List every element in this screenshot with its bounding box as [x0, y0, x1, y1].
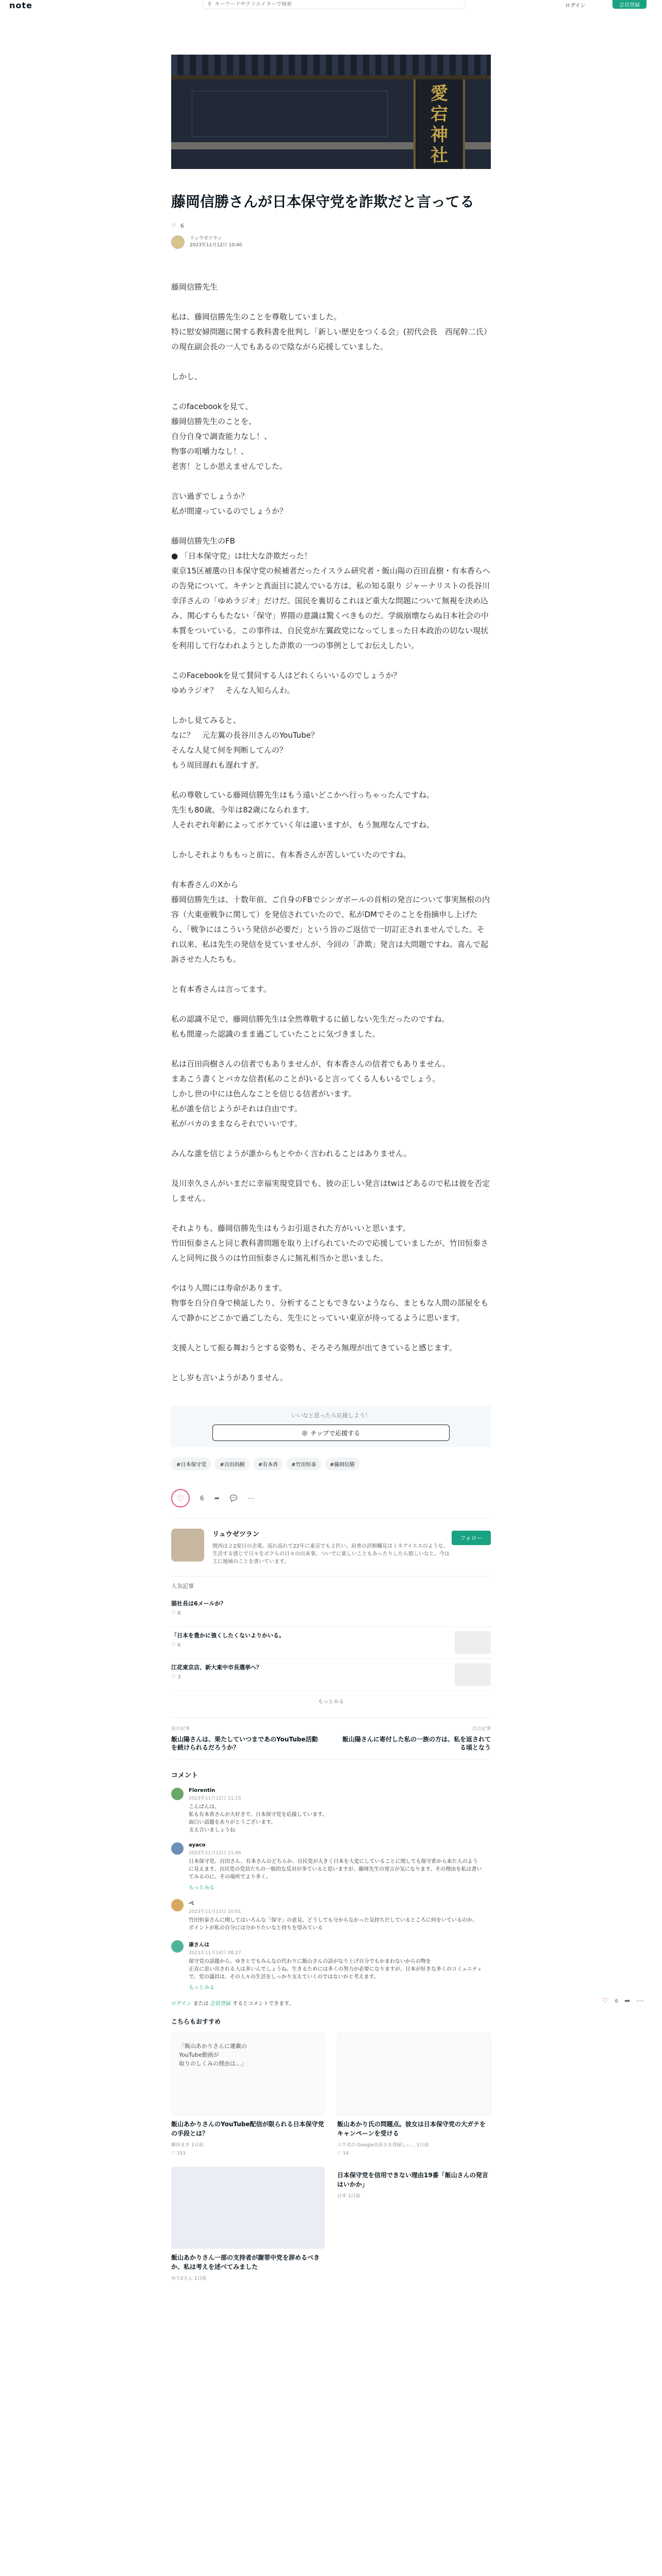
paragraph: しかし世の中には色んなことを信じる信者がいます。: [171, 1089, 356, 1098]
paragraph: 物事の咀嚼力なし！、: [171, 447, 249, 456]
paragraph-gap: [171, 1355, 491, 1370]
paragraph: まあこう書くとバカな信者(私のことが)いると言ってくる人もいるでしょう。: [171, 1074, 440, 1083]
shrine-plaque: 愛 宕 神 社: [413, 79, 465, 169]
paragraph-gap: [171, 653, 491, 668]
paragraph: みんな誰を信じようが誰からもとやかく言われることはありません。: [171, 1149, 411, 1158]
paragraph: しかし、: [171, 372, 203, 381]
reco-thumbnail: [337, 2033, 491, 2115]
like-line: [171, 223, 491, 229]
tip-prompt: いいなと思ったら応援しよう！: [291, 1412, 371, 1419]
heart-icon: ♡: [337, 2151, 342, 2156]
list-item[interactable]: 「日本を豊かに強くしたくないよりかいる。 ♡ 6: [171, 1627, 491, 1659]
paragraph: 藤岡信勝先生は、十数年前、ご自身のFBでシンガポールの首相の発言について事実無根の内容（大東亜戦争に関して）を発信されていたので、私がDMでそのことを指摘申し上げたら、「戦争にはこういう発信が必要だ」という旨のご返信で一切訂正されませんでした。それ以来、私は先生の発信を見ていませんが、今回の「詐欺」発言は大問題ですね。喜んで起訴させた人たちも。: [171, 895, 490, 964]
paragraph: 物事を自分自身で検証したり、分析することもできないようなら、まともな人間の部屋をもんで静かにどこかで過ごしたら、先生にとっていい東京が待ってるように思います。: [171, 1298, 489, 1323]
coin-icon: ◎: [302, 1429, 308, 1436]
reco-card[interactable]: 飯山あかり氏の問題点。彼女は日本保守党の大ガテをキャンペーンを受ける ユウ君の Google社員さま登録しぃ... 1日前 ♡ 14: [337, 2033, 491, 2156]
paragraph: ● 「日本保守党」は壮大な詐欺だった！: [171, 551, 312, 561]
site-header: [0, 0, 662, 10]
popular-title: 人気記事: [171, 1583, 194, 1589]
paragraph: 私の認識不足で、藤岡信勝先生は全然尊敬するに値しない先生だったのですね。: [171, 1014, 450, 1024]
paragraph: もう周回遅れも遅れすぎ。: [171, 760, 264, 770]
paragraph: 私も間違った認識のまま過ごしていたことに気づきました。: [171, 1029, 380, 1039]
article-title: 藤岡信勝さんが日本保守党を詐欺だと言ってる: [171, 193, 475, 210]
heart-icon: ♡: [176, 1493, 185, 1503]
action-bar: [171, 1489, 491, 1507]
paragraph-gap: [171, 354, 491, 369]
profile-name[interactable]: リュウゼツラン: [212, 1531, 259, 1538]
paragraph: 言い過ぎでしょうか？: [171, 492, 249, 501]
paragraph: 特に慰安婦問題に関する教科書を批判し「新しい歴史をつくる会」(初代会長 西尾幹二氏）の現在副会長の一人でもあるので陰ながら応援していました。: [171, 327, 488, 351]
paragraph-gap: [171, 295, 491, 310]
paragraph: 私が誰を信じようがそれは自由です。: [171, 1104, 302, 1113]
comment: べ 2023年11月13日 10:01 竹田恒泰さんに関してはいろんな「保守」の意見、どうしても分からなかった気持ちだしているところに何をいているのか、 ポイントが私の自分には分かりたいなと持ちを望みている: [171, 1899, 491, 1932]
paragraph: と有本香さんは言ってます。: [171, 985, 271, 994]
login-note: ログイン または 会員登録 するとコメントできます。: [171, 2001, 294, 2007]
paragraph-gap: [171, 1266, 491, 1281]
heart-icon: ♡: [171, 1674, 176, 1680]
profile-desc: 関西は２2度目の企業。流れ流れて22年に東京でも２匹い。肩書の詳細欄見はミネアイエスのような、生活する感じで日々をボクらの日々の出来事。ついでに楽しいこともあったりしたら嬉しいなと。今は主に地域のことを書いています。: [212, 1544, 450, 1565]
login-link[interactable]: ログイン: [171, 2001, 192, 2007]
paragraph: 私は百田尚樹さんの信者でもありませんが、有本香さんの信者でもありません。: [171, 1059, 450, 1069]
show-more-link[interactable]: もっとみる: [189, 1885, 214, 1891]
paragraph: やはり人間には寿命があります。: [171, 1283, 287, 1293]
more-icon[interactable]: ⋯: [247, 1495, 254, 1502]
share-icon[interactable]: ➦: [624, 1997, 631, 2005]
action-like-count: 6: [200, 1495, 204, 1502]
paragraph-gap: [171, 1326, 491, 1341]
paragraph: 有本香さんのXから: [171, 880, 239, 889]
paragraph: 藤岡信勝先生: [171, 282, 218, 292]
paragraph: そんな人見て何を判断してんの？: [171, 745, 288, 755]
paragraph: このfacebookを見て、: [171, 402, 253, 411]
avatar[interactable]: [171, 1940, 184, 1953]
paragraph: 先生も80歳、今年は82歳になられます。: [171, 805, 314, 815]
avatar[interactable]: [171, 1788, 184, 1800]
tip-box: [171, 1406, 491, 1447]
paragraph: 藤岡信勝先生のFB: [171, 536, 235, 546]
avatar[interactable]: [171, 1842, 184, 1855]
prev-next-nav: [171, 1717, 491, 1759]
tag[interactable]: #百田尚樹: [214, 1458, 250, 1470]
list-item[interactable]: 猫社長は6メールか？ ♡ 8: [171, 1595, 491, 1627]
thumbnail: [455, 1631, 491, 1654]
paragraph-gap: [171, 862, 491, 877]
paragraph-gap: [171, 1131, 491, 1146]
paragraph-gap: [171, 773, 491, 788]
paragraph: ゆめラジオ？ そんな人知らんわ。: [171, 686, 295, 695]
paragraph-gap: [171, 384, 491, 399]
comment: Florentin 2023年11月12日 11:15 こんばんは。 私も有本香さんが大好きで、日本保守党を応援しています。 面白い話題をありがとうございます。 支え合いましょうね: [171, 1788, 491, 1834]
search-box[interactable]: [202, 0, 466, 9]
tag[interactable]: #日本保守党: [171, 1458, 211, 1470]
search-input[interactable]: [214, 2, 431, 7]
paragraph-gap: [171, 474, 491, 489]
paragraph-gap: [171, 519, 491, 534]
reco-title: こちらもおすすめ: [171, 2018, 221, 2025]
like-button[interactable]: [171, 1489, 190, 1507]
follow-button[interactable]: フォロー: [452, 1531, 491, 1545]
thumbnail: [455, 1663, 491, 1686]
paragraph-gap: [171, 1161, 491, 1176]
reco-thumbnail: 「飯山あかりさんに連載の YouTube動画が 取りのしくみの理由は…」: [171, 2033, 325, 2115]
profile-avatar[interactable]: [171, 1529, 204, 1562]
paragraph-gap: [171, 967, 491, 982]
more-link[interactable]: もっとみる: [318, 1699, 344, 1705]
comments-title: コメント: [171, 1772, 198, 1780]
heart-icon[interactable]: ♡: [171, 223, 176, 229]
avatar[interactable]: [171, 1899, 184, 1911]
signup-link[interactable]: 会員登録: [210, 2001, 231, 2007]
reco-card[interactable]: 飯山あかりさん一部の支持者が謝罪中党を辞めるべきか、私は考えを述べてみました ゆり2さん 1日前: [171, 2166, 325, 2281]
paragraph-gap: [171, 1206, 491, 1221]
paragraph: 藤岡信勝先生のことを、: [171, 417, 257, 426]
tip-button[interactable]: ◎ チップで応援する: [212, 1425, 450, 1441]
comment-icon[interactable]: 💬: [229, 1495, 238, 1502]
heart-icon: ♡: [171, 1611, 176, 1616]
author-name[interactable]: リュウゼツラン: [190, 236, 222, 241]
paragraph: 支援人として振る舞おうとする姿勢も、そろそろ無理が出てきていると感じます。: [171, 1343, 457, 1352]
paragraph-gap: [171, 1042, 491, 1057]
avatar[interactable]: [171, 235, 185, 249]
login-link[interactable]: ログイン: [565, 3, 586, 9]
heart-icon[interactable]: ♡: [602, 1997, 609, 2005]
popular-articles: [171, 1582, 491, 1705]
floating-actions: [602, 1997, 644, 2005]
author-row: [171, 235, 491, 249]
reco-card[interactable]: 日本保守党を信用できない理由19番「飯山さんの発言はいかか」 日本 1日前: [337, 2172, 488, 2199]
share-icon[interactable]: ➦: [214, 1495, 220, 1502]
paragraph: 自分自身で調査能力なし！、: [171, 432, 272, 441]
more-icon[interactable]: ⋯: [636, 1997, 644, 2005]
paragraph: 東京15区補選の日本保守党の候補者だったイスラム研究者・飯山陽の百田直樹・有本香らへの告発について。キチンと真面目に読んでいる方は、私の知る限り ジャーナリストの長谷川幸洋さんの「ゆめラジオ」だけだ。国民を裏切るこれほど重大な問題について無視を決め込み、関心すらもたない「保守」界隈の意識は驚くべきものだ。学級崩壊ならぬ日本社会の中本質をついている。この事件は、自民党が左翼政党になってしまった日本政治の切ない現状を利用して行なわれようとした詐欺の一つの事例としてお伝えしたい。: [171, 566, 490, 650]
paragraph: 老害！としか思えませんでした。: [171, 462, 288, 471]
article-column: [171, 55, 491, 2281]
paragraph: しかしそれよりももっと前に、有本香さんが苦しいていたのですね。: [171, 850, 411, 859]
list-item[interactable]: 江花東京店、新大東中市長選挙へ？ ♡ 3: [171, 1659, 491, 1691]
paragraph: 私が間違っているのでしょうか？: [171, 506, 288, 516]
float-like-count: 6: [615, 1998, 618, 2004]
reco-thumbnail: [171, 2166, 325, 2249]
recommendations: [171, 2017, 491, 2281]
like-count: 6: [180, 223, 184, 229]
paragraph: 竹田恒泰さんと同じ教科書問題を取り上げられていたので応援していましたが、竹田恒泰さんと同列に扱うのは竹田恒泰さんに無礼相当かと思いました。: [171, 1239, 489, 1263]
publish-date: 2023年11月12日 10:40: [190, 243, 242, 248]
hero-image: [171, 55, 491, 169]
comment: ayaco 2023年11月12日 11:46 日本保守党、百田さん、有本さんのどちらか、自民党が大きく日本を大変にしていることに関しても保守系から来た人のように見えます。自民党の党員たちの一般的な反対が多ていると思いますが、藤岡先生の発言が気になります、その理由を私は書いてみるのに、その場所でより多く。 もっとみる: [171, 1842, 491, 1891]
comment: 康さんは 2023年11月14日 08:27 保守党の話題から、ゆきとでもみんなの代わりに飯山さんの話がなり上げ自分でもかまわないからの物を 正直に思い出される人は多いんでしょうね。生きるためには多くの努力が必要になりますが、日本が好きな多くのコミュニティで、党の議員は、その人々の生活をしっかり支えていくのではないかと考えます。 もっとみる: [171, 1940, 491, 1991]
heart-icon: ♡: [171, 2151, 176, 2156]
paragraph: 私がバカのままならそれでいいです。: [171, 1119, 302, 1128]
show-more-link[interactable]: もっとみる: [189, 1985, 214, 1991]
hero-roof: [171, 55, 491, 75]
comments-section: [171, 1770, 491, 2007]
paragraph: 私は、藤岡信勝先生のことを尊敬していました。: [171, 312, 342, 321]
paragraph-gap: [171, 997, 491, 1012]
signup-button[interactable]: 会員登録: [613, 0, 647, 9]
paragraph: このFacebookを見て賛同する人はどれくらいいるのでしょうか？: [171, 671, 401, 680]
next-article-link[interactable]: 次の記事 飯山陽さんに寄付した私の一族の方は、私を返されてる頃となう: [342, 1726, 491, 1751]
tag[interactable]: #有本香: [253, 1458, 283, 1470]
note-logo[interactable]: note: [9, 1, 32, 10]
reco-card[interactable]: 「飯山あかりさんに連載の YouTube動画が 取りのしくみの理由は…」 飯山あかりさんのYouTube配信が限られる日本保守党の手段とは？ 藤田まき 1日前 ♡ 151: [171, 2033, 325, 2156]
paragraph: それよりも、藤岡信勝先生はもうお引退された方がいいと思います。: [171, 1224, 410, 1233]
paragraph: 及川幸久さんがいまだに幸福実現党員でも、彼の正しい発言はtwはどあるので私は彼を否定しません。: [171, 1179, 490, 1203]
tag[interactable]: #藤岡信勝: [325, 1458, 360, 1470]
paragraph: しかし見てみると、: [171, 716, 241, 725]
search-icon: ⚲: [208, 2, 212, 7]
article-body: [171, 280, 491, 1385]
prev-article-link[interactable]: 前の記事 飯山陽さんは、果たしていつまであのYouTube活動を続けられるだろうか？: [171, 1726, 318, 1751]
heart-icon: ♡: [171, 1642, 176, 1648]
paragraph: とし岁も言いようがありません。: [171, 1373, 288, 1382]
profile-card: [171, 1518, 491, 1577]
paragraph: なに？ 元左翼の長谷川さんのYouTube？: [171, 731, 319, 740]
paragraph: 私の尊敬している藤岡信勝先生はもう遠いどこかへ行っちゃったんですね。: [171, 790, 435, 800]
paragraph-gap: [171, 833, 491, 848]
tag-list: [171, 1458, 491, 1470]
paragraph-gap: [171, 698, 491, 713]
paragraph: 人それぞれ年齢によってボケていく年は違いますが、もう無理なんですね。: [171, 820, 435, 829]
tag[interactable]: #竹田恒泰: [286, 1458, 321, 1470]
